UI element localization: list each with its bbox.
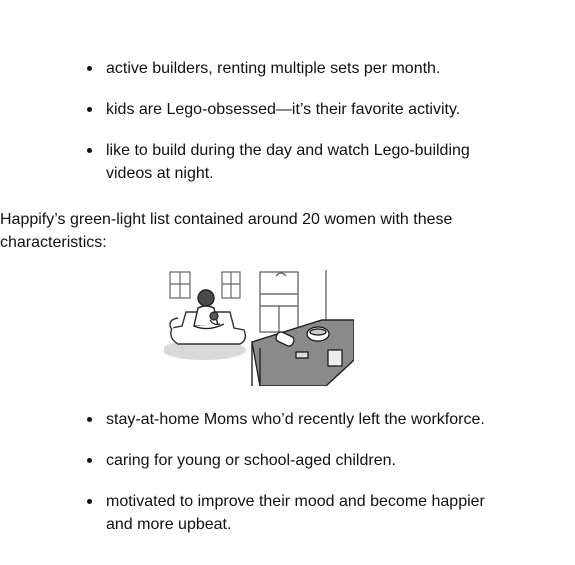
list-item [86, 449, 506, 472]
lego-customer-traits-list [86, 57, 506, 203]
happify-traits-list [86, 408, 506, 554]
list-item [86, 57, 506, 80]
list-item-text: stay-at-home Moms who’d recently left the workforce. [106, 411, 485, 428]
bullet-icon [87, 499, 92, 504]
list-item [86, 98, 506, 121]
list-item-text: active builders, renting multiple sets per month. [106, 60, 441, 77]
list-item [86, 139, 506, 185]
bullet-icon [87, 148, 92, 153]
list-item-text: motivated to improve their mood and become happier and more upbeat. [106, 493, 485, 533]
bullet-icon [87, 458, 92, 463]
list-item-text: kids are Lego-obsessed—it’s their favorite activity. [106, 101, 461, 118]
list-item-text: caring for young or school-aged children. [106, 452, 396, 469]
list-item [86, 408, 506, 431]
green-light-paragraph: Happify’s green-light list contained around 20 women with these characteristics: [0, 211, 453, 251]
list-item [86, 490, 506, 536]
bullet-icon [87, 66, 92, 71]
bullet-icon [87, 107, 92, 112]
mom-and-child-sketch-icon [164, 268, 354, 386]
bullet-icon [87, 417, 92, 422]
list-item-text: like to build during the day and watch Lego-building videos at night. [106, 142, 470, 182]
